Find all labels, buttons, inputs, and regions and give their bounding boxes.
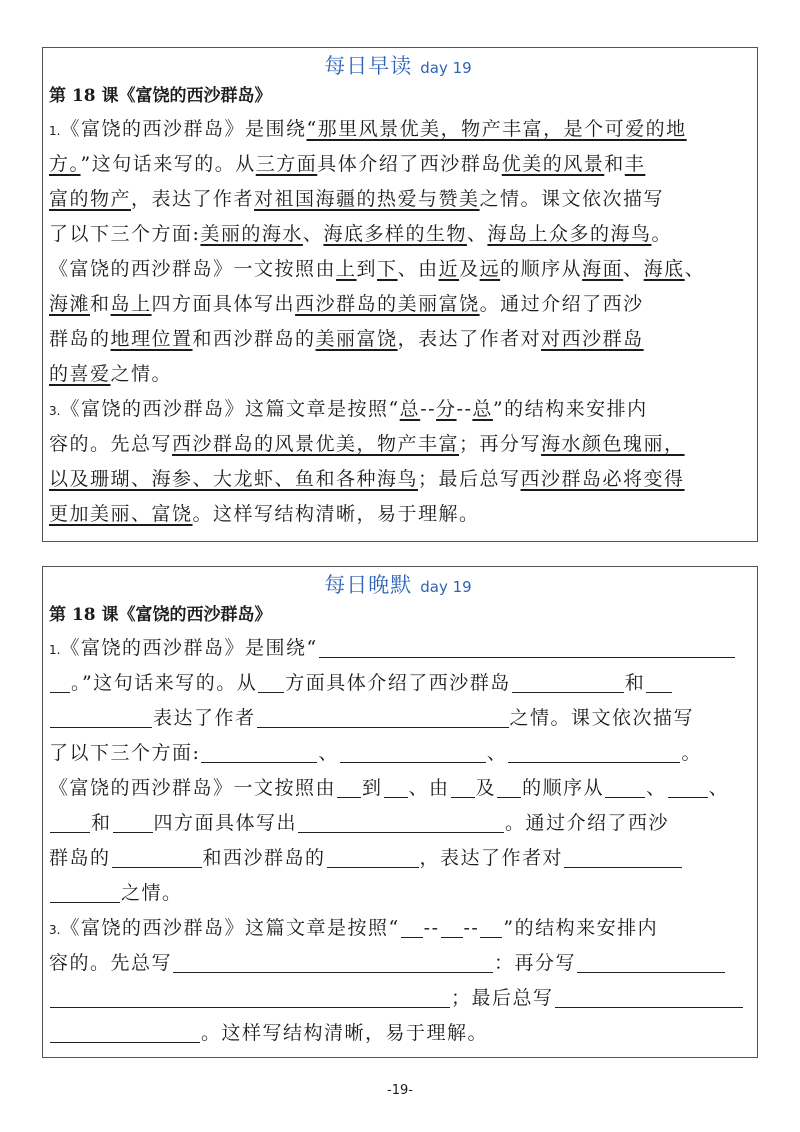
answer: 富的物产 xyxy=(49,188,132,210)
text: ，表达了作者 xyxy=(131,188,255,210)
answer: 海滩 xyxy=(49,293,91,315)
answer: 对祖国海疆的热爱与赞美 xyxy=(254,188,480,210)
evening-line-7 xyxy=(49,841,747,876)
fill-blank[interactable] xyxy=(401,915,423,938)
answer: 方。 xyxy=(49,153,81,175)
fill-blank[interactable] xyxy=(201,740,317,763)
answer: 美丽富饶 xyxy=(315,328,398,350)
answer: 三方面 xyxy=(255,153,318,175)
text: -- xyxy=(456,398,473,420)
fill-blank[interactable] xyxy=(668,775,708,798)
fill-blank[interactable] xyxy=(50,1020,200,1043)
evening-line-8 xyxy=(49,876,747,911)
text: 《富饶的西沙群岛》一文按照由 xyxy=(49,258,337,280)
text: 、 xyxy=(486,742,508,764)
morning-day-label: day 19 xyxy=(420,59,472,77)
text: -- xyxy=(420,398,437,420)
fill-blank[interactable] xyxy=(327,845,419,868)
morning-line-6 xyxy=(49,287,747,322)
answer: 海水颜色瑰丽， xyxy=(541,433,685,455)
text: 了以下三个方面: xyxy=(49,742,201,764)
morning-lesson-heading: 第 18 课《富饶的西沙群岛》 xyxy=(49,86,272,106)
text: 四方面具体写出 xyxy=(153,812,298,834)
answer: 更加美丽、富饶 xyxy=(49,503,193,525)
answer: 丰 xyxy=(624,153,646,175)
text: ”这句话来写的。从 xyxy=(80,153,256,175)
answer: 海底多样的生物 xyxy=(323,223,467,245)
text: 了以下三个方面: xyxy=(49,223,201,245)
text: 、 xyxy=(684,258,706,280)
text: 和 xyxy=(604,153,625,175)
fill-blank[interactable] xyxy=(555,985,743,1008)
text: 到 xyxy=(362,777,383,799)
text: 。”这句话来写的。从 xyxy=(71,672,258,694)
fill-blank[interactable] xyxy=(497,775,521,798)
morning-line-8 xyxy=(49,357,747,392)
fill-blank[interactable] xyxy=(340,740,486,763)
text: 的顺序从 xyxy=(522,777,605,799)
text: 之情。 xyxy=(121,882,183,904)
answer: 对西沙群岛 xyxy=(541,328,644,350)
fill-blank[interactable] xyxy=(50,810,90,833)
evening-line-10 xyxy=(49,946,747,981)
answer: 近 xyxy=(438,258,460,280)
text: 方面具体介绍了西沙群岛 xyxy=(285,672,511,694)
answer: 海岛上众多的海鸟 xyxy=(487,223,652,245)
text: 具体介绍了西沙群岛 xyxy=(317,153,502,175)
morning-title xyxy=(49,52,747,80)
morning-line-5 xyxy=(49,252,747,287)
text: 、 xyxy=(466,223,488,245)
answer: 的喜爱 xyxy=(49,363,111,385)
text: 《富饶的西沙群岛》一文按照由 xyxy=(49,777,337,799)
fill-blank[interactable] xyxy=(564,845,682,868)
evening-line-5 xyxy=(49,771,747,806)
text: ；最后总写 xyxy=(451,987,554,1009)
morning-line-7 xyxy=(49,322,747,357)
text: 之情。课文依次描写 xyxy=(479,188,665,210)
text: 。这样写结构清晰，易于理解。 xyxy=(192,503,480,525)
text: ；再分写 xyxy=(459,433,542,455)
text: 、 xyxy=(708,777,730,799)
text: 表达了作者 xyxy=(153,707,256,729)
fill-blank[interactable] xyxy=(605,775,645,798)
text: ，表达了作者对 xyxy=(419,847,564,869)
question-number: 3. xyxy=(49,923,61,937)
text: 群岛的 xyxy=(49,328,111,350)
fill-blank[interactable] xyxy=(113,810,153,833)
text: 。 xyxy=(681,742,702,764)
evening-dictation-card xyxy=(42,566,758,1058)
evening-title xyxy=(49,571,747,599)
question-number: 3. xyxy=(49,404,61,418)
fill-blank[interactable] xyxy=(646,670,672,693)
question-number: 1. xyxy=(49,124,61,138)
answer: 海底 xyxy=(643,258,685,280)
text: -- xyxy=(463,917,480,939)
evening-line-11 xyxy=(49,981,747,1016)
fill-blank[interactable] xyxy=(50,880,120,903)
text: 及 xyxy=(459,258,480,280)
morning-line-10 xyxy=(49,427,747,462)
evening-line-4 xyxy=(49,736,747,771)
text: 到 xyxy=(356,258,378,280)
answer: 美丽的海水 xyxy=(200,223,303,245)
text: ：再分写 xyxy=(494,952,577,974)
answer: “那里风景优美，物产丰富，是个可爱的地 xyxy=(306,118,687,140)
text: 。通过介绍了西沙 xyxy=(479,293,644,315)
text: ”的结构来安排内 xyxy=(492,398,648,420)
answer: 上 xyxy=(336,258,357,280)
fill-blank[interactable] xyxy=(112,845,202,868)
answer: 以及珊瑚、海参、大龙虾、鱼和各种海鸟 xyxy=(49,468,419,490)
fill-blank[interactable] xyxy=(508,740,680,763)
evening-title-text: 每日晚默 xyxy=(324,573,413,597)
text: 《富饶的西沙群岛》是围绕“ xyxy=(60,637,318,659)
text: 和西沙群岛的 xyxy=(202,847,326,869)
morning-line-2 xyxy=(49,147,747,182)
text: 之情。 xyxy=(110,363,173,385)
text: 和 xyxy=(90,293,111,315)
fill-blank[interactable] xyxy=(337,775,361,798)
fill-blank[interactable] xyxy=(298,810,504,833)
answer: 分 xyxy=(436,398,457,420)
evening-line-12 xyxy=(49,1016,747,1051)
text: 容的。先总写 xyxy=(49,952,173,974)
text: 《富饶的西沙群岛》这篇文章是按照“ xyxy=(60,398,400,420)
text: 之情。课文依次描写 xyxy=(509,707,695,729)
text: 、由 xyxy=(397,258,439,280)
text: 及 xyxy=(475,777,497,799)
text: 和西沙群岛的 xyxy=(192,328,316,350)
evening-line-9 xyxy=(49,911,747,946)
answer: 总 xyxy=(472,398,493,420)
text: 。 xyxy=(651,223,672,245)
text: 。通过介绍了西沙 xyxy=(505,812,670,834)
answer: 岛上 xyxy=(110,293,152,315)
fill-blank[interactable] xyxy=(50,985,450,1008)
text: 和 xyxy=(91,812,112,834)
fill-blank[interactable] xyxy=(480,915,502,938)
text: 、 xyxy=(646,777,667,799)
fill-blank[interactable] xyxy=(512,670,624,693)
question-number: 1. xyxy=(49,643,61,657)
answer: 西沙群岛的美丽富饶 xyxy=(295,293,480,315)
text: 和 xyxy=(624,672,646,694)
morning-line-9 xyxy=(49,392,747,427)
text: 的顺序从 xyxy=(500,258,583,280)
fill-blank[interactable] xyxy=(319,635,735,658)
answer: 下 xyxy=(377,258,398,280)
text: 容的。先总写 xyxy=(49,433,173,455)
text: 、 xyxy=(302,223,324,245)
text: 群岛的 xyxy=(49,847,111,869)
page-number: -19- xyxy=(387,1083,413,1098)
text: 、 xyxy=(318,742,339,764)
evening-lesson-heading: 第 18 课《富饶的西沙群岛》 xyxy=(49,605,272,625)
fill-blank[interactable] xyxy=(258,670,284,693)
morning-line-1 xyxy=(49,112,747,147)
fill-blank[interactable] xyxy=(384,775,408,798)
morning-line-4 xyxy=(49,217,747,252)
fill-blank[interactable] xyxy=(50,670,70,693)
text: 《富饶的西沙群岛》这篇文章是按照“ xyxy=(60,917,400,939)
fill-blank[interactable] xyxy=(451,775,475,798)
evening-line-1 xyxy=(49,631,747,666)
morning-line-12 xyxy=(49,497,747,532)
answer: 总 xyxy=(399,398,421,420)
text: 。这样写结构清晰，易于理解。 xyxy=(201,1022,489,1044)
evening-line-3 xyxy=(49,701,747,736)
answer: 西沙群岛必将变得 xyxy=(520,468,685,490)
text: -- xyxy=(423,917,440,939)
morning-line-11 xyxy=(49,462,747,497)
answer: 远 xyxy=(479,258,501,280)
morning-reading-card xyxy=(42,47,758,542)
text: ；最后总写 xyxy=(418,468,521,490)
text: 、由 xyxy=(408,777,450,799)
evening-day-label: day 19 xyxy=(420,578,472,596)
text: ，表达了作者对 xyxy=(397,328,542,350)
evening-line-2 xyxy=(49,666,747,701)
fill-blank[interactable] xyxy=(257,705,509,728)
morning-title-text: 每日早读 xyxy=(324,54,413,78)
fill-blank[interactable] xyxy=(173,950,493,973)
answer: 优美的风景 xyxy=(501,153,605,175)
answer: 海面 xyxy=(582,258,624,280)
morning-line-3 xyxy=(49,182,747,217)
answer: 地理位置 xyxy=(110,328,193,350)
text: ”的结构来安排内 xyxy=(503,917,659,939)
text: 《富饶的西沙群岛》是围绕 xyxy=(60,118,307,140)
text: 四方面具体写出 xyxy=(151,293,296,315)
evening-line-6 xyxy=(49,806,747,841)
fill-blank[interactable] xyxy=(577,950,725,973)
answer: 西沙群岛的风景优美，物产丰富 xyxy=(172,433,460,455)
fill-blank[interactable] xyxy=(441,915,463,938)
fill-blank[interactable] xyxy=(50,705,152,728)
text: 、 xyxy=(623,258,644,280)
